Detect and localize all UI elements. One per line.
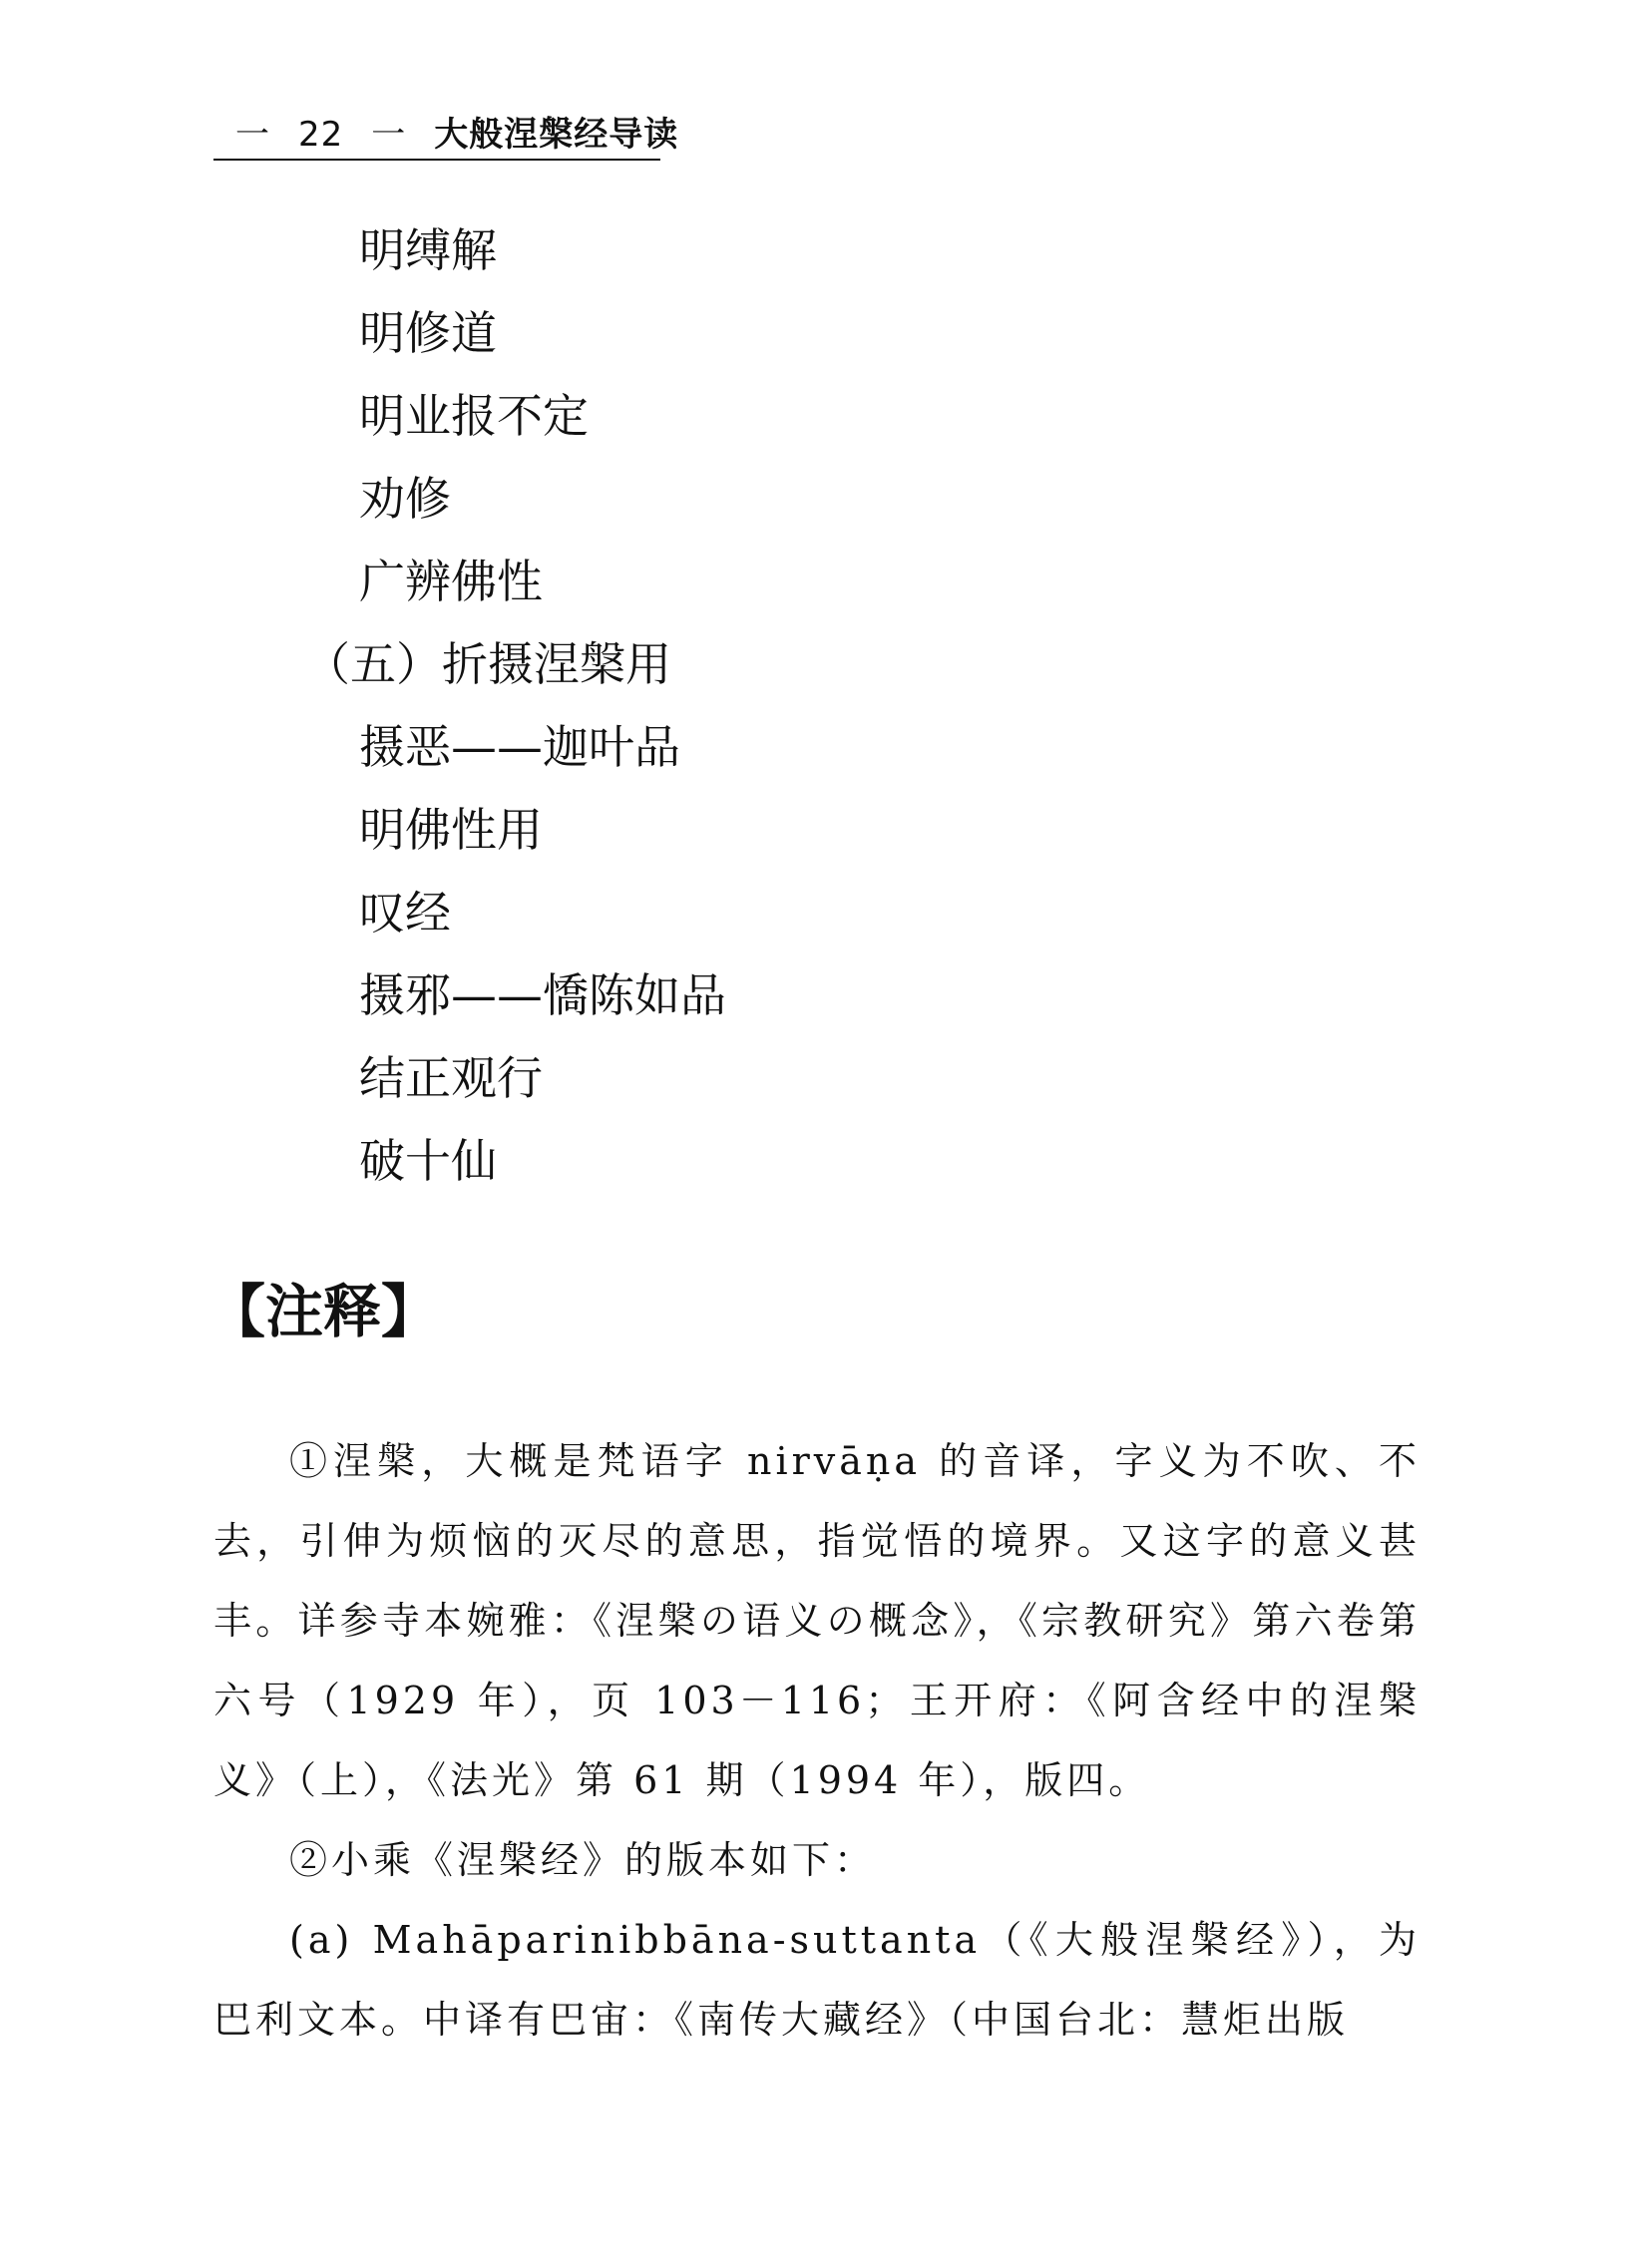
note-paragraph: ①涅槃，大概是梵语字 nirvāṇa 的音译，字义为不吹、不去，引伸为烦恼的灭尽的意思，指觉悟的境界。又这字的意义甚丰。详参寺本婉雅：《涅槃の语义の概念》，《宗教研究》第六卷第六号（1929 年），页 103－116；王开府：《阿含经中的涅槃义》（上），《法光》第 61 期（1994 年），版四。 xyxy=(213,1439,1421,1802)
page-number: 22 xyxy=(298,115,344,155)
note-paragraph: (a) Mahāparinibbāna-suttanta（《大般涅槃经》），为巴利文本。中译有巴宙：《南传大藏经》（中国台北：慧炬出版 xyxy=(213,1918,1421,2042)
notes-body xyxy=(213,1421,1421,2060)
header-dash-right: 一 xyxy=(371,115,407,155)
outline-item: 摄恶——迦叶品 xyxy=(359,720,680,774)
outline-item: 明修道 xyxy=(359,306,497,360)
outline-item: 破十仙 xyxy=(359,1134,497,1188)
outline-section-heading: （五）折摄涅槃用 xyxy=(304,637,671,691)
running-header xyxy=(213,112,678,158)
header-dash-left: 一 xyxy=(235,115,270,155)
outline-item: 明业报不定 xyxy=(359,389,589,443)
outline-list xyxy=(0,209,1628,1203)
notes-heading: 【注释】 xyxy=(207,1278,440,1345)
outline-item: 劝修 xyxy=(359,472,451,526)
header-underline xyxy=(213,159,660,161)
outline-item: 明缚解 xyxy=(359,223,497,277)
book-title: 大般涅槃经导读 xyxy=(434,115,679,155)
note-paragraph: ②小乘《涅槃经》的版本如下： xyxy=(289,1838,877,1882)
outline-item: 明佛性用 xyxy=(359,803,543,857)
outline-item: 结正观行 xyxy=(359,1051,543,1105)
outline-item: 摄邪——憍陈如品 xyxy=(359,968,726,1022)
outline-item: 广辨佛性 xyxy=(359,555,543,608)
outline-item: 叹经 xyxy=(359,886,451,940)
